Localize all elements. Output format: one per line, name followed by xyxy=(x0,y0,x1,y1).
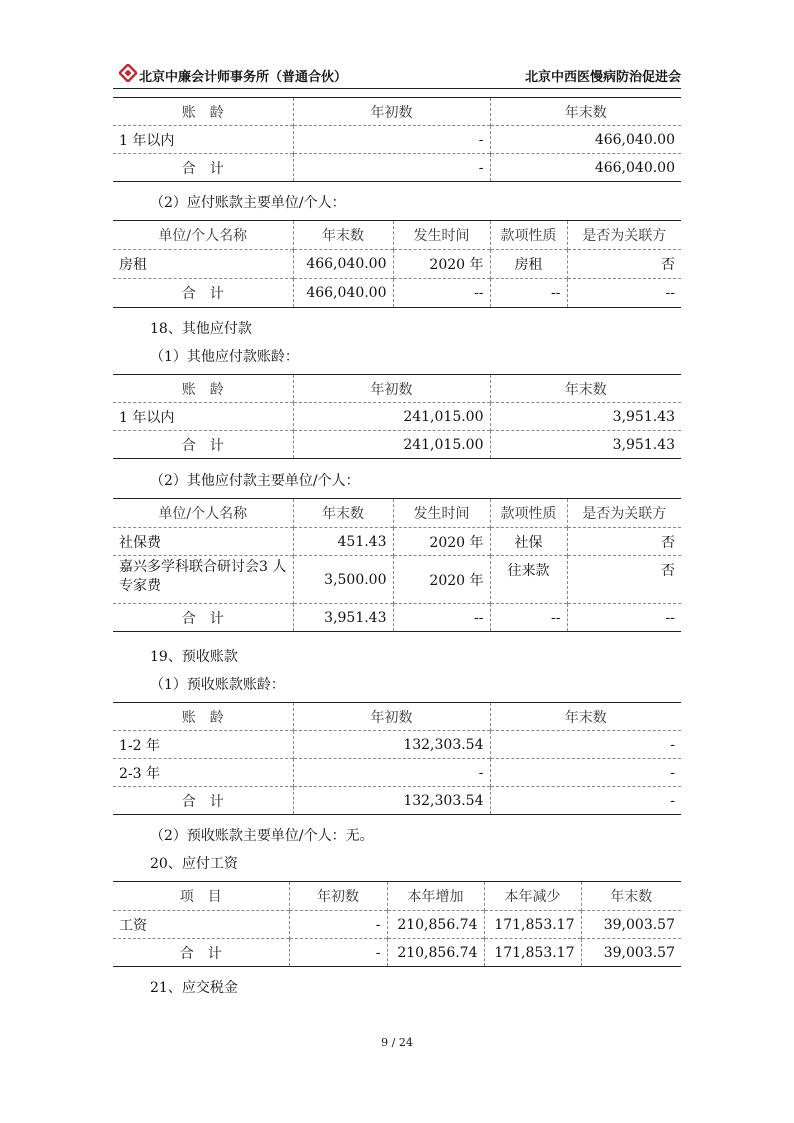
total-row xyxy=(113,939,681,967)
header-cell: 是否为关联方 xyxy=(567,499,681,528)
page-number: 9 / 24 xyxy=(381,1036,413,1049)
cell: - xyxy=(490,787,681,815)
cell: 451.43 xyxy=(293,528,393,556)
paragraph: （1）其他应付款账龄： xyxy=(150,349,299,365)
cell: 3,500.00 xyxy=(293,556,393,604)
header-cell: 款项性质 xyxy=(490,221,567,250)
cell: - xyxy=(293,154,490,182)
cell: 171,853.17 xyxy=(484,939,581,967)
cell: -- xyxy=(490,279,567,308)
cell: 171,853.17 xyxy=(484,911,581,939)
total-row xyxy=(113,604,681,632)
page-header xyxy=(113,58,681,89)
cell: 工资 xyxy=(113,911,289,939)
section-heading: 20、应付工资 xyxy=(150,856,238,872)
header-cell: 款项性质 xyxy=(490,499,567,528)
section-heading: 21、应交税金 xyxy=(150,980,238,996)
table-row xyxy=(113,556,681,604)
header-cell: 年末数 xyxy=(293,499,393,528)
header-cell: 账 龄 xyxy=(113,375,293,403)
header-cell: 年初数 xyxy=(293,375,490,403)
cell: -- xyxy=(567,279,681,308)
cell: 3,951.43 xyxy=(293,604,393,632)
header-cell: 年末数 xyxy=(490,98,681,126)
cell: 嘉兴多学科联合研讨会3 人专家费 xyxy=(113,556,293,604)
oap-aging-table xyxy=(113,374,681,459)
header-cell: 年初数 xyxy=(289,882,387,911)
cell: 房租 xyxy=(113,250,293,279)
cell: - xyxy=(293,759,490,787)
paragraph: （2）预收账款主要单位/个人：无。 xyxy=(150,828,374,844)
cell: -- xyxy=(490,604,567,632)
table-header-row xyxy=(113,98,681,126)
table-row xyxy=(113,528,681,556)
ap-aging-table xyxy=(113,97,681,182)
cell: 466,040.00 xyxy=(293,279,393,308)
header-cell: 年初数 xyxy=(293,98,490,126)
cell: 132,303.54 xyxy=(293,731,490,759)
header-cell: 年末数 xyxy=(490,703,681,731)
header-cell: 账 龄 xyxy=(113,703,293,731)
cell: 241,015.00 xyxy=(293,431,490,459)
header-cell: 本年减少 xyxy=(484,882,581,911)
table-row xyxy=(113,126,681,154)
cell: 1 年以内 xyxy=(113,403,293,431)
cell: 合 计 xyxy=(113,279,293,308)
cell: 合 计 xyxy=(113,154,293,182)
total-row xyxy=(113,279,681,308)
cell: 房租 xyxy=(490,250,567,279)
cell: 合 计 xyxy=(113,787,293,815)
cell: 1-2 年 xyxy=(113,731,293,759)
section-heading: 19、预收账款 xyxy=(150,649,238,665)
header-cell: 项 目 xyxy=(113,882,289,911)
cell: 往来款 xyxy=(490,556,567,604)
paragraph: （2）应付账款主要单位/个人： xyxy=(150,195,346,211)
table-row xyxy=(113,731,681,759)
advance-aging-table xyxy=(113,702,681,815)
firm-logo-icon xyxy=(119,64,137,82)
total-row xyxy=(113,431,681,459)
table-row xyxy=(113,403,681,431)
table-row xyxy=(113,250,681,279)
cell: 1 年以内 xyxy=(113,126,293,154)
cell: 3,951.43 xyxy=(490,403,681,431)
table-header-row xyxy=(113,375,681,403)
header-cell: 年末数 xyxy=(581,882,681,911)
cell: 否 xyxy=(567,556,681,604)
cell: 132,303.54 xyxy=(293,787,490,815)
cell: - xyxy=(490,731,681,759)
cell: 合 计 xyxy=(113,604,293,632)
oap-main-table xyxy=(113,498,681,632)
header-cell: 账 龄 xyxy=(113,98,293,126)
cell: - xyxy=(289,911,387,939)
cell: 2020 年 xyxy=(393,556,490,604)
header-cell: 单位/个人名称 xyxy=(113,221,293,250)
cell: - xyxy=(293,126,490,154)
cell: 466,040.00 xyxy=(490,154,681,182)
cell: 210,856.74 xyxy=(387,939,484,967)
table-header-row xyxy=(113,882,681,911)
header-cell: 年末数 xyxy=(490,375,681,403)
cell: -- xyxy=(393,279,490,308)
header-cell: 发生时间 xyxy=(393,499,490,528)
table-header-row xyxy=(113,703,681,731)
cell: 社保 xyxy=(490,528,567,556)
cell: 否 xyxy=(567,528,681,556)
cell: 2020 年 xyxy=(393,528,490,556)
client-name: 北京中西医慢病防治促进会 xyxy=(524,70,681,85)
cell: - xyxy=(289,939,387,967)
cell: 合 计 xyxy=(113,939,289,967)
cell: 466,040.00 xyxy=(293,250,393,279)
firm-name: 北京中廉会计师事务所（普通合伙） xyxy=(139,70,348,85)
cell: 社保费 xyxy=(113,528,293,556)
header-cell: 年末数 xyxy=(293,221,393,250)
section-heading: 18、其他应付款 xyxy=(150,321,252,337)
header-cell: 发生时间 xyxy=(393,221,490,250)
wage-table xyxy=(113,881,681,967)
paragraph: （2）其他应付款主要单位/个人： xyxy=(150,473,360,489)
header-cell: 本年增加 xyxy=(387,882,484,911)
ap-main-table xyxy=(113,220,681,308)
cell: 合 计 xyxy=(113,431,293,459)
cell: -- xyxy=(567,604,681,632)
paragraph: （1）预收账款账龄： xyxy=(150,677,285,693)
header-cell: 年初数 xyxy=(293,703,490,731)
cell: 210,856.74 xyxy=(387,911,484,939)
cell: 241,015.00 xyxy=(293,403,490,431)
cell: 39,003.57 xyxy=(581,939,681,967)
table-row xyxy=(113,911,681,939)
cell: - xyxy=(490,759,681,787)
table-header-row xyxy=(113,499,681,528)
cell: 3,951.43 xyxy=(490,431,681,459)
table-header-row xyxy=(113,221,681,250)
cell: 39,003.57 xyxy=(581,911,681,939)
total-row xyxy=(113,154,681,182)
total-row xyxy=(113,787,681,815)
cell: 2020 年 xyxy=(393,250,490,279)
header-cell: 单位/个人名称 xyxy=(113,499,293,528)
header-cell: 是否为关联方 xyxy=(567,221,681,250)
table-row xyxy=(113,759,681,787)
cell: 2-3 年 xyxy=(113,759,293,787)
cell: 否 xyxy=(567,250,681,279)
cell: 466,040.00 xyxy=(490,126,681,154)
cell: -- xyxy=(393,604,490,632)
